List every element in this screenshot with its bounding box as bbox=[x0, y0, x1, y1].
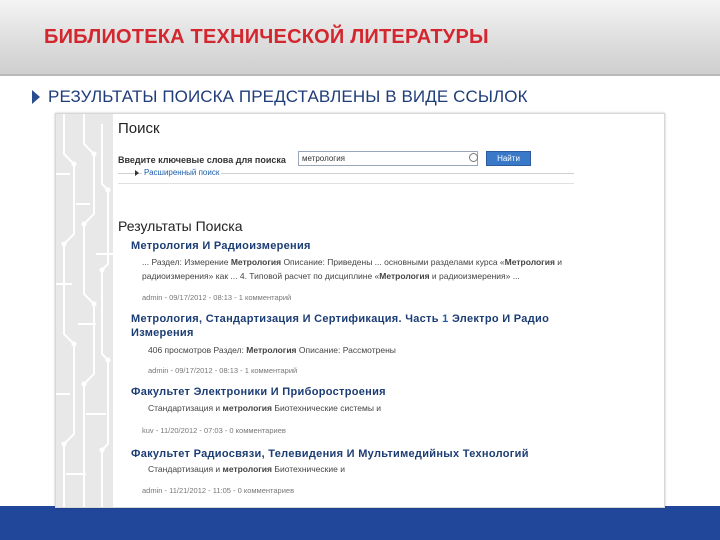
search-label: Введите ключевые слова для поиска bbox=[118, 155, 286, 165]
circuit-pattern bbox=[56, 114, 113, 507]
result-title-link[interactable]: Метрология И Радиоизмерения bbox=[131, 240, 311, 252]
result-meta: admin - 09/17/2012 - 08:13 - 1 комментарий bbox=[142, 293, 292, 302]
result-title-link[interactable]: Факультет Электроники И Приборостроения bbox=[131, 386, 386, 398]
result-meta: admin - 11/21/2012 - 11:05 - 0 комментариев bbox=[142, 486, 295, 495]
search-heading: Поиск bbox=[118, 120, 160, 137]
find-button[interactable]: Найти bbox=[486, 151, 531, 166]
header-divider bbox=[0, 74, 720, 76]
result-snippet: ... Раздел: Измерение Метрология Описание: Приведены ... основными разделами курса «Метрология и bbox=[142, 257, 563, 267]
result-snippet: Стандартизация и метрология Биотехнические и bbox=[148, 464, 345, 474]
result-meta: admin - 09/17/2012 - 08:13 - 1 комментарий bbox=[148, 366, 298, 375]
screenshot-panel bbox=[55, 113, 665, 508]
slide-title: БИБЛИОТЕКА ТЕХНИЧЕСКОЙ ЛИТЕРАТУРЫ bbox=[44, 26, 489, 48]
divider bbox=[118, 183, 574, 184]
search-input[interactable]: метрология bbox=[298, 151, 478, 166]
result-title-link[interactable]: Факультет Радиосвязи, Телевидения И Мультимедийных Технологий bbox=[131, 448, 529, 460]
result-snippet: радиоизмерения» как ... 4. Типовой расчет по дисциплине «Метрология и радиоизмерения» ... bbox=[142, 271, 520, 281]
result-snippet: 406 просмотров Раздел: Метрология Описание: Рассмотрены bbox=[148, 345, 396, 355]
bottom-bar bbox=[0, 506, 720, 540]
result-meta: kuv - 11/20/2012 - 07:03 - 0 комментариев bbox=[142, 426, 286, 435]
result-title-link-line2[interactable]: Измерения bbox=[131, 327, 194, 339]
results-heading: Результаты Поиска bbox=[118, 218, 243, 234]
corner-accent-white bbox=[662, 430, 720, 506]
subtitle-text: РЕЗУЛЬТАТЫ ПОИСКА ПРЕДСТАВЛЕНЫ В ВИДЕ ССЫЛОК bbox=[48, 87, 528, 106]
result-title-link[interactable]: Метрология, Стандартизация И Сертификация. Часть 1 Электро И Радио bbox=[131, 313, 550, 325]
search-page bbox=[118, 114, 664, 507]
search-icon[interactable] bbox=[469, 153, 478, 162]
result-snippet: Стандартизация и метрология Биотехнические системы и bbox=[148, 403, 382, 413]
bullet-arrow-icon bbox=[32, 90, 40, 104]
slide-subtitle bbox=[32, 87, 528, 107]
advanced-search-link[interactable]: Расширенный поиск bbox=[144, 168, 220, 177]
chevron-right-icon bbox=[135, 170, 139, 176]
